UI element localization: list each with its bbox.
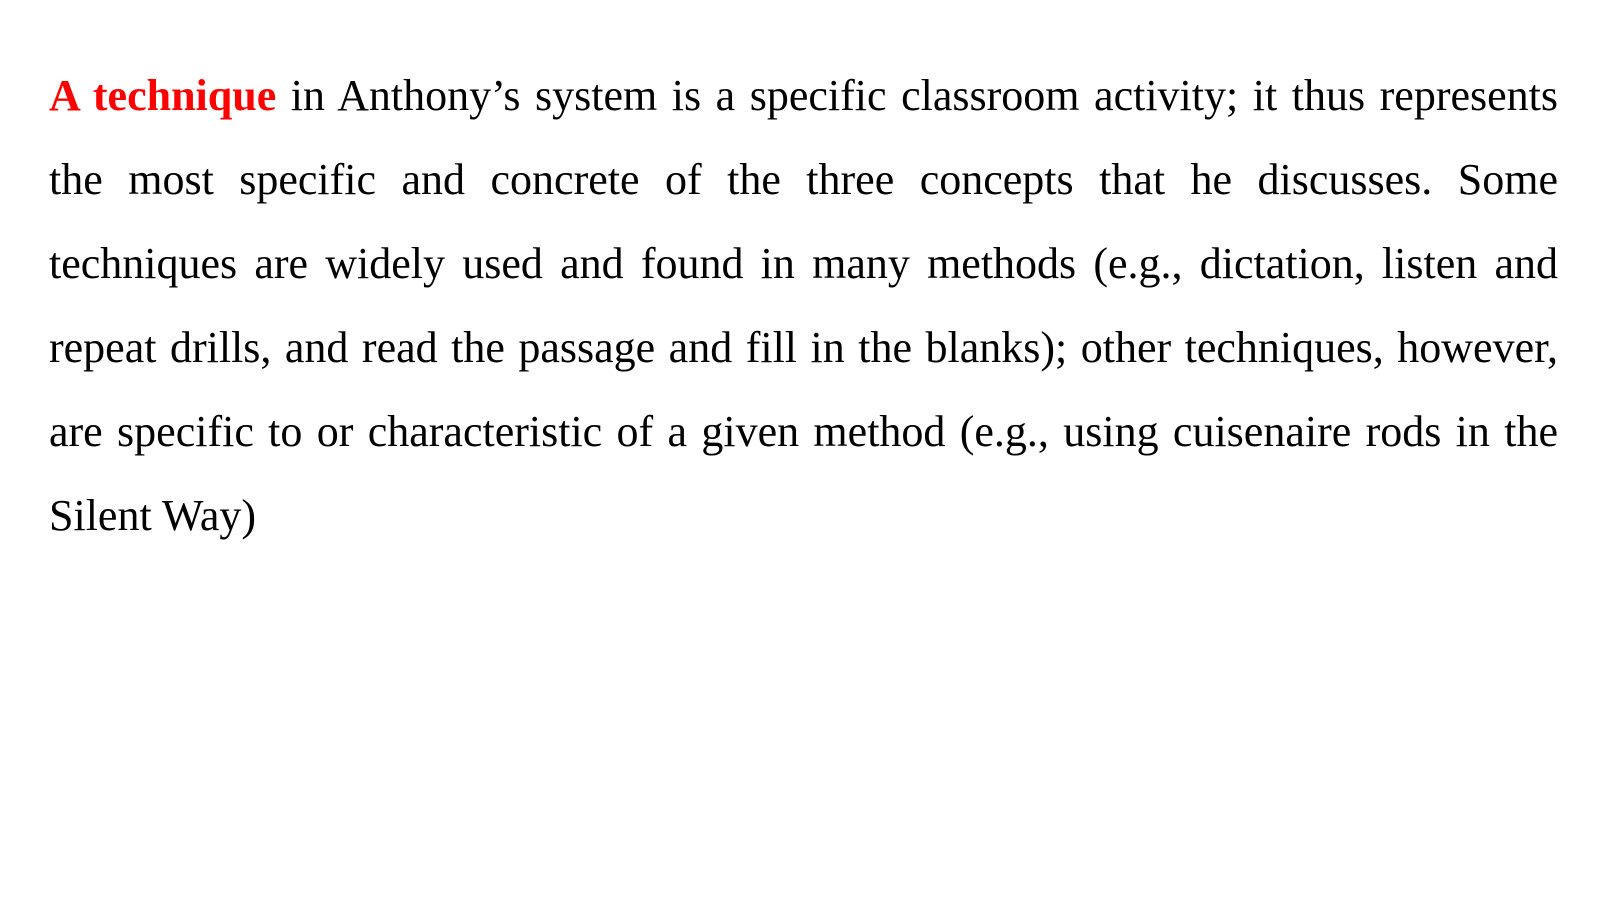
highlighted-term: A technique — [49, 71, 277, 120]
body-paragraph — [49, 54, 1558, 558]
paragraph-text: in Anthony’s system is a specific classroom activity; it thus represents the most specific and concrete of the three concepts that he discusses. Some techniques are widely used and found in many methods (e.g., dictation, listen and repeat drills, and read the passage and fill in the blanks); other techniques, however, are specific to or characteristic of a given method (e.g., using cuisenaire rods in the Silent Way) — [49, 71, 1559, 540]
